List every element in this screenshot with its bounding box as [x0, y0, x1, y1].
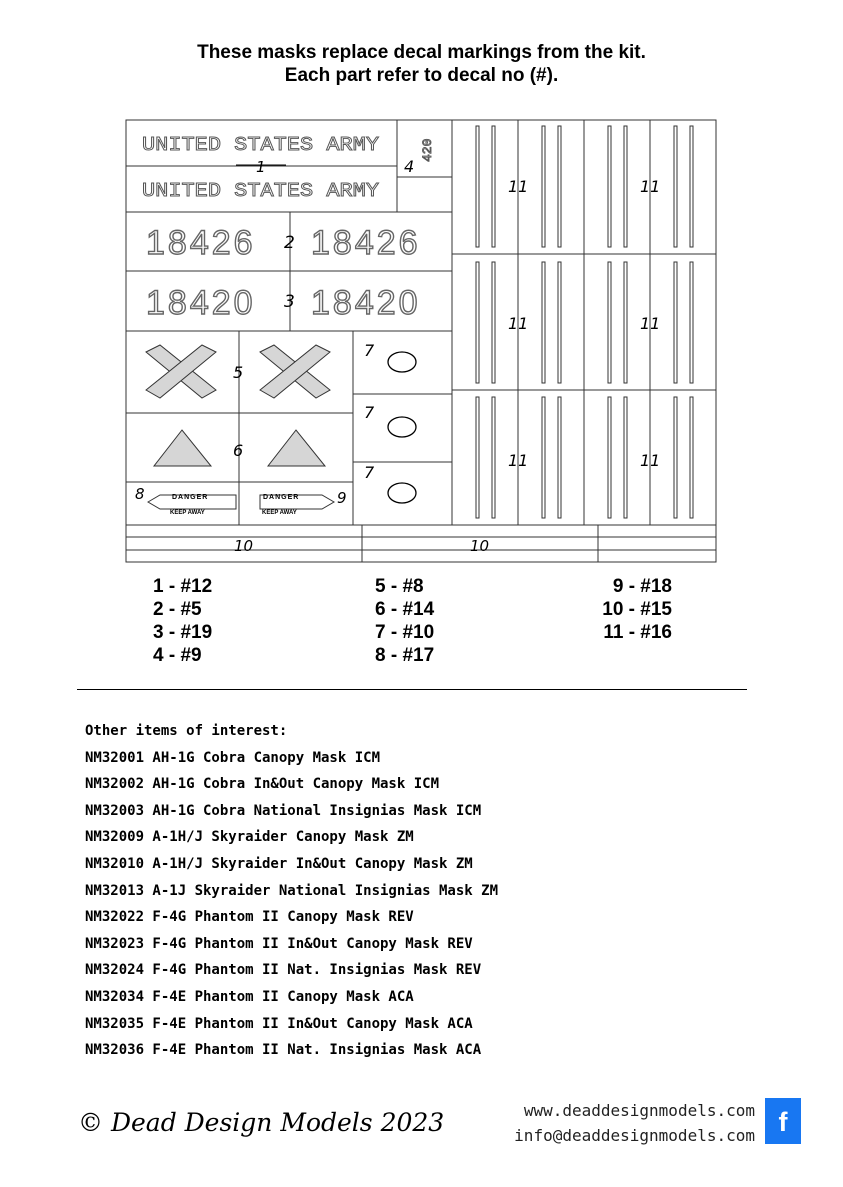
list-item: NM32023 F-4G Phantom II In&Out Canopy Mask REV	[85, 935, 473, 952]
danger-arrow-right	[260, 494, 334, 516]
legend-entry: 5 - #8	[375, 576, 424, 597]
list-item: NM32022 F-4G Phantom II Canopy Mask REV	[85, 909, 414, 926]
legend-entry: 6 - #14	[375, 599, 435, 620]
part-label-7a: 7	[364, 341, 375, 360]
list-item: NM32009 A-1H/J Skyraider Canopy Mask ZM	[85, 829, 414, 846]
legend-col-1	[153, 575, 212, 667]
part-label-6: 6	[233, 441, 244, 460]
copyright-signature: © Dead Design Models 2023	[78, 1108, 445, 1137]
serial-18420-right: 18420	[311, 284, 421, 322]
army-text-top: UNITED STATES ARMY	[142, 134, 380, 156]
other-items-title: Other items of interest:	[85, 723, 288, 739]
oval-mask-3	[388, 483, 416, 503]
part-label-2: 2	[284, 233, 295, 253]
section-divider	[77, 689, 747, 690]
part-label-11c: 11	[508, 314, 529, 333]
x-mask-right	[260, 345, 330, 398]
list-item: NM32013 A-1J Skyraider National Insignias Mask ZM	[85, 882, 499, 899]
contact-info	[514, 1098, 755, 1148]
part-label-11d: 11	[640, 314, 661, 333]
part-label-3: 3	[284, 292, 295, 312]
legend-entry: 4 - #9	[153, 645, 202, 666]
triangle-mask-left	[154, 430, 211, 466]
part-label-11e: 11	[508, 451, 529, 470]
part-label-5: 5	[233, 363, 244, 382]
legend-col-3	[597, 575, 672, 644]
part-label-10-left: 10	[234, 537, 254, 555]
legend-entry: 2 - #5	[153, 599, 202, 620]
list-item: NM32002 AH-1G Cobra In&Out Canopy Mask ICM	[85, 776, 440, 793]
svg-text:KEEP AWAY: KEEP AWAY	[170, 510, 205, 516]
list-item: NM32003 AH-1G Cobra National Insignias Mask ICM	[85, 802, 482, 819]
list-item: NM32024 F-4G Phantom II Nat. Insignias Mask REV	[85, 962, 482, 979]
legend-entry: 10 - #15	[602, 599, 672, 620]
part-label-9: 9	[337, 489, 347, 507]
legend-col-2	[375, 575, 434, 667]
list-item: NM32010 A-1H/J Skyraider In&Out Canopy Mask ZM	[85, 855, 473, 872]
other-items-list	[85, 718, 498, 1064]
serial-18420-left: 18420	[146, 284, 256, 322]
part-label-11b: 11	[640, 177, 661, 196]
svg-text:DANGER: DANGER	[172, 494, 209, 501]
army-text-bottom: UNITED STATES ARMY	[142, 180, 380, 202]
svg-text:KEEP AWAY: KEEP AWAY	[262, 510, 297, 516]
oval-mask-1	[388, 352, 416, 372]
triangle-mask-right	[268, 430, 325, 466]
part-label-4: 4	[404, 157, 415, 176]
part-label-8: 8	[135, 485, 145, 503]
part-label-11f: 11	[640, 451, 661, 470]
website-link[interactable]: www.deaddesignmodels.com	[523, 1101, 755, 1120]
legend-entry: 7 - #10	[375, 622, 435, 643]
part-label-10-right: 10	[470, 537, 490, 555]
list-item: NM32034 F-4E Phantom II Canopy Mask ACA	[85, 988, 414, 1005]
small-serial: 420	[420, 138, 435, 162]
list-item: NM32035 F-4E Phantom II In&Out Canopy Mask ACA	[85, 1015, 473, 1032]
svg-text:DANGER: DANGER	[263, 494, 300, 501]
email-link[interactable]: info@deaddesignmodels.com	[514, 1126, 755, 1145]
list-item: NM32001 AH-1G Cobra Canopy Mask ICM	[85, 749, 381, 766]
part-label-1: 1	[256, 158, 266, 176]
danger-arrow-left	[148, 494, 236, 516]
legend-entry: 1 - #12	[153, 576, 213, 597]
heading-line-2: Each part refer to decal no (#).	[284, 65, 559, 86]
oval-mask-2	[388, 417, 416, 437]
serial-18426-right: 18426	[311, 224, 421, 262]
part-label-11a: 11	[508, 177, 529, 196]
heading-line-1: These masks replace decal markings from the kit.	[197, 42, 646, 63]
legend-entry: 3 - #19	[153, 622, 213, 643]
facebook-icon[interactable]: f	[765, 1098, 801, 1144]
legend-entry: 8 - #17	[375, 645, 435, 666]
x-mask-left	[146, 345, 216, 398]
legend-entry: 11 - #16	[603, 622, 672, 643]
part-label-7b: 7	[364, 403, 375, 422]
serial-18426-left: 18426	[146, 224, 256, 262]
part-label-7c: 7	[364, 463, 375, 482]
list-item: NM32036 F-4E Phantom II Nat. Insignias Mask ACA	[85, 1042, 482, 1059]
legend-entry: 9 - #18	[612, 576, 672, 597]
